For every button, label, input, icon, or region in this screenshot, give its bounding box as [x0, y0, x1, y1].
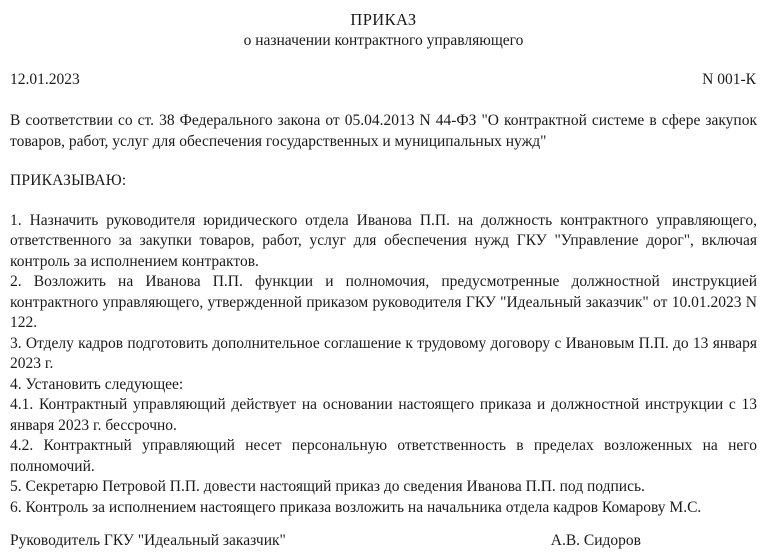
document-number: N 001-К	[702, 71, 756, 88]
clause-list	[10, 211, 757, 519]
order-directive-word: ПРИКАЗЫВАЮ:	[10, 172, 127, 189]
document-preamble: В соответствии со ст. 38 Федерального закона от 05.04.2013 N 44-ФЗ "О контрактной системе в сфере закупок товаров, работ, услуг для обеспечения государственных и муниципальных нужд"	[10, 112, 757, 150]
signatory-name: А.В. Сидоров	[550, 532, 641, 549]
clause-item: 5. Секретарю Петровой П.П. довести настоящий приказ до сведения Иванова П.П. под подпись.	[10, 478, 645, 495]
signatory-role: Руководитель ГКУ "Идеальный заказчик"	[10, 532, 286, 549]
page-title: ПРИКАЗ	[350, 10, 417, 29]
clause-item: 6. Контроль за исполнением настоящего приказа возложить на начальника отдела кадров Комарову М.С.	[10, 498, 702, 516]
signature-block	[10, 531, 757, 551]
clause-item: 3. Отделу кадров подготовить дополнительное соглашение к трудовому договору с Ивановым П.П. до 13 января 2023 г.	[10, 334, 757, 372]
clause-item: 2. Возложить на Иванова П.П. функции и полномочия, предусмотренные должностной инструкцией контрактного управляющего, утвержденной приказом руководителя ГКУ "Идеальный заказчик" от 10.01.2023 N 122.	[10, 273, 757, 331]
clause-item: 4.1. Контрактный управляющий действует на основании настоящего приказа и должностной инструкции с 13 января 2023 г. бессрочно.	[10, 396, 757, 434]
clause-item: 4.2. Контрактный управляющий несет персональную ответственность в пределах возложенных на него полномочий.	[10, 437, 757, 475]
clause-item: 1. Назначить руководителя юридического отдела Иванова П.П. на должность контрактного управляющего, ответственного за закупки товаров, работ, услуг для обеспечения нужд ГКУ "Управление дорог", включая контроль за исполнением контрактов.	[10, 211, 757, 270]
document-heading	[10, 0, 757, 51]
document-meta-row	[10, 70, 757, 90]
document-subtitle: о назначении контрактного управляющего	[243, 32, 524, 49]
document-date: 12.01.2023	[10, 71, 80, 88]
clause-item: 4. Установить следующее:	[10, 375, 184, 393]
